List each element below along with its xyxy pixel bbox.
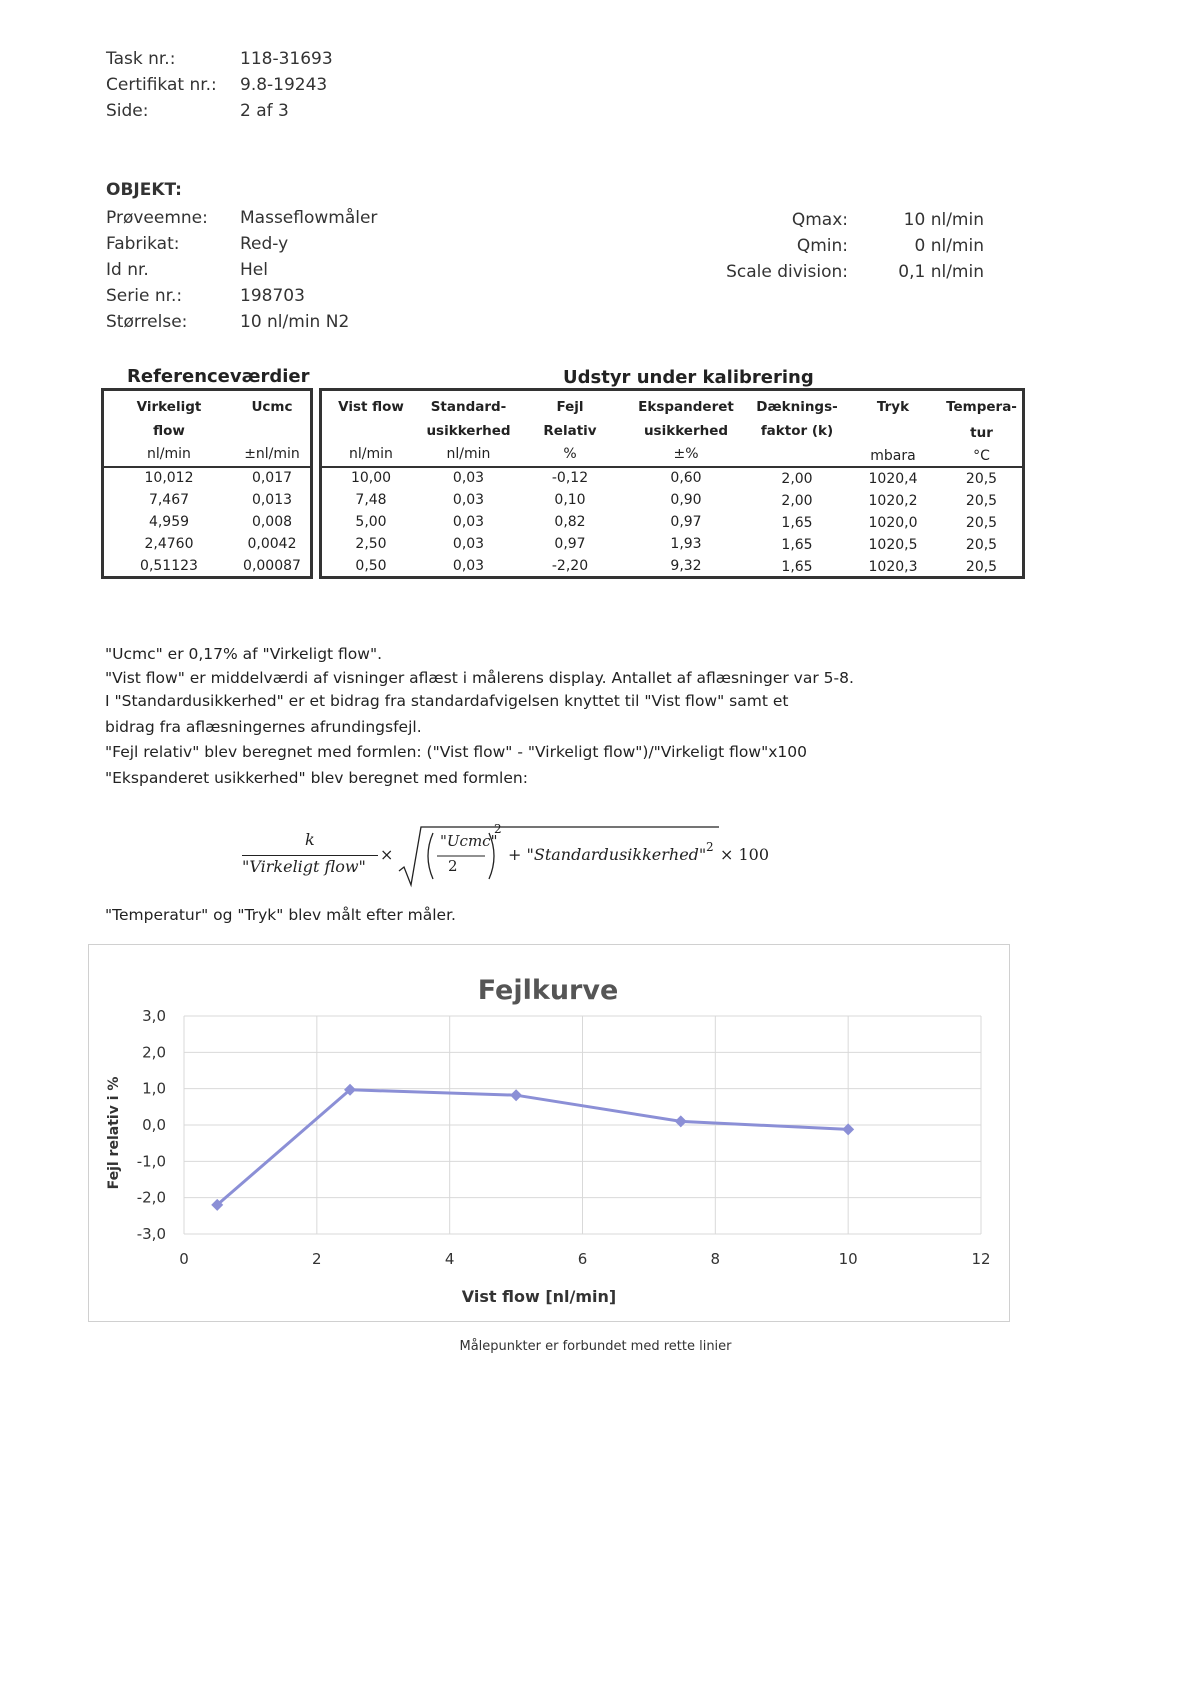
- table-cell: 10,012: [144, 470, 194, 486]
- table-cell: 2,00: [781, 493, 813, 509]
- formula-rest: + "Standardusikkerhed": [508, 845, 707, 864]
- column-header: tur: [970, 425, 993, 441]
- x-tick-label: 0: [179, 1250, 189, 1268]
- chart-grid: [184, 1016, 981, 1234]
- y-tick-label: 2,0: [142, 1043, 166, 1062]
- equipment-table: [319, 388, 1025, 579]
- column-header: usikkerhed: [643, 423, 729, 439]
- table-cell: 10,00: [350, 470, 392, 486]
- table-cell: 1020,2: [868, 493, 918, 509]
- column-header: Ekspanderet: [638, 399, 734, 415]
- note-line: I "Standardusikkerhed" er et bidrag fra standardafvigelsen knyttet til "Vist flow" samt et: [105, 692, 789, 710]
- data-point: [675, 1115, 687, 1127]
- task-label: Task nr.:: [106, 49, 176, 69]
- chart-points: [211, 1084, 854, 1211]
- column-header: Fejl: [556, 399, 584, 415]
- header-divider: [322, 466, 1022, 468]
- table-cell: 0,82: [554, 514, 586, 530]
- table-cell: 0,90: [670, 492, 702, 508]
- chart-ticks: [137, 1007, 991, 1268]
- column-header: Vist flow: [338, 399, 404, 415]
- table-cell: 0,97: [670, 514, 702, 530]
- note-line: "Ekspanderet usikkerhed" blev beregnet med formlen:: [105, 769, 528, 787]
- field-value: 10 nl/min N2: [240, 312, 350, 332]
- table-cell: 0,03: [452, 558, 485, 574]
- column-unit: %: [563, 446, 577, 462]
- error-curve-chart: [88, 944, 1010, 1322]
- y-tick-label: -1,0: [136, 1152, 166, 1171]
- data-point: [510, 1089, 522, 1101]
- chart-footnote: Målepunkter er forbundet med rette linier: [459, 1339, 732, 1354]
- table-cell: 0,03: [452, 470, 485, 486]
- table-cell: 1,65: [781, 559, 813, 575]
- table-cell: 20,5: [965, 471, 998, 487]
- note-line: bidrag fra aflæsningernes afrundingsfejl.: [105, 718, 422, 736]
- column-header: usikkerhed: [426, 423, 511, 439]
- fraction-bar: [242, 855, 378, 856]
- column-unit: mbara: [870, 448, 916, 464]
- note-line: "Ucmc" er 0,17% af "Virkeligt flow".: [105, 645, 383, 663]
- table-cell: 1020,4: [868, 471, 918, 487]
- table-cell: 1,93: [670, 536, 702, 552]
- page-label: Side:: [106, 101, 149, 121]
- table-cell: 0,03: [452, 492, 485, 508]
- column-unit: ±nl/min: [244, 446, 300, 462]
- x-tick-label: 4: [444, 1250, 455, 1268]
- table-cell: 1020,5: [868, 537, 918, 553]
- table-cell: 2,4760: [144, 536, 194, 552]
- column-header: Tryk: [876, 399, 910, 415]
- formula-inner-numerator: "Ucmc": [440, 832, 498, 850]
- table-cell: 0,51123: [140, 558, 198, 574]
- formula-k: k: [305, 830, 315, 849]
- table-cell: 1020,3: [868, 559, 918, 575]
- series-line: [217, 1090, 848, 1205]
- formula-inner-denominator: 2: [448, 857, 458, 875]
- field-label: Id nr.: [106, 260, 149, 280]
- page-number: 2 af 3: [240, 101, 289, 121]
- certificate-label: Certifikat nr.:: [106, 75, 217, 95]
- spec-value: 0,1 nl/min: [898, 262, 984, 282]
- table-cell: 0,10: [554, 492, 586, 508]
- table-cell: 1,65: [781, 515, 813, 531]
- table-cell: 9,32: [670, 558, 702, 574]
- reference-table: [101, 388, 313, 579]
- table-cell: -0,12: [551, 470, 589, 486]
- table-cell: 0,017: [251, 470, 293, 486]
- chart-series: [217, 1090, 848, 1205]
- table-cell: 0,03: [452, 536, 485, 552]
- field-label: Størrelse:: [106, 312, 188, 332]
- spec-value: 0 nl/min: [914, 236, 984, 256]
- field-value: Hel: [240, 260, 268, 280]
- table-cell: 20,5: [965, 559, 998, 575]
- chart-title: Fejlkurve: [477, 975, 619, 1006]
- table-cell: 7,467: [148, 492, 190, 508]
- x-tick-label: 8: [710, 1250, 721, 1268]
- reference-table-title: Referenceværdier: [127, 366, 310, 387]
- spec-label: Qmax:: [791, 210, 848, 230]
- table-cell: 0,50: [355, 558, 387, 574]
- column-header: Dæknings-: [756, 399, 838, 415]
- table-cell: 0,0042: [247, 536, 297, 552]
- x-tick-label: 12: [971, 1250, 991, 1268]
- field-label: Fabrikat:: [106, 234, 180, 254]
- field-value: Red-y: [240, 234, 289, 254]
- column-unit: ±%: [673, 446, 699, 462]
- table-cell: 20,5: [965, 515, 998, 531]
- table-cell: 7,48: [355, 492, 387, 508]
- table-cell: 5,00: [355, 514, 387, 530]
- table-cell: 20,5: [965, 537, 998, 553]
- column-header: Virkeligt: [136, 399, 202, 415]
- formula-times: ×: [380, 845, 394, 864]
- x-tick-label: 2: [312, 1250, 322, 1268]
- column-header: Relativ: [543, 423, 597, 439]
- table-cell: 4,959: [148, 514, 190, 530]
- x-tick-label: 10: [838, 1250, 858, 1268]
- table-cell: 2,50: [355, 536, 387, 552]
- table-cell: 0,013: [251, 492, 293, 508]
- formula-denominator: "Virkeligt flow": [242, 857, 366, 876]
- table-cell: 0,03: [452, 514, 485, 530]
- y-tick-label: 1,0: [142, 1079, 166, 1098]
- temperature-note: "Temperatur" og "Tryk" blev målt efter måler.: [105, 906, 456, 924]
- column-header: Standard-: [430, 399, 507, 415]
- field-value: 198703: [240, 286, 305, 306]
- table-cell: 0,008: [251, 514, 293, 530]
- task-number: 118-31693: [240, 49, 333, 69]
- spec-label: Scale division:: [726, 262, 848, 282]
- field-label: Serie nr.:: [106, 286, 183, 306]
- table-cell: 1,65: [781, 537, 813, 553]
- y-tick-label: -3,0: [136, 1225, 166, 1243]
- column-unit: nl/min: [147, 446, 191, 462]
- formula-tail: × 100: [720, 845, 770, 864]
- spec-value: 10 nl/min: [903, 210, 984, 230]
- x-axis-label: Vist flow [nl/min]: [461, 1287, 617, 1306]
- table-cell: 1020,0: [868, 515, 918, 531]
- formula-rest-power: 2: [706, 840, 714, 854]
- table-cell: 0,00087: [243, 558, 301, 574]
- y-tick-label: 0,0: [142, 1116, 166, 1134]
- x-tick-label: 6: [577, 1250, 588, 1268]
- column-header: Ucmc: [251, 399, 293, 415]
- column-unit: nl/min: [349, 446, 393, 462]
- y-axis-label: Fejl relativ i %: [106, 1076, 122, 1190]
- table-cell: 0,97: [554, 536, 586, 552]
- column-unit: nl/min: [446, 446, 491, 462]
- formula-power: 2: [494, 822, 502, 836]
- header-divider: [104, 466, 310, 468]
- spec-label: Qmin:: [796, 236, 848, 256]
- column-header: flow: [153, 423, 185, 439]
- table-cell: -2,20: [551, 558, 589, 574]
- table-cell: 0,60: [670, 470, 702, 486]
- field-label: Prøveemne:: [106, 208, 208, 228]
- note-line: "Vist flow" er middelværdi af visninger aflæst i målerens display. Antallet af aflæsninger var 5-8.: [105, 669, 854, 687]
- equipment-table-title: Udstyr under kalibrering: [563, 367, 814, 388]
- table-cell: 2,00: [781, 471, 813, 487]
- object-title: OBJEKT:: [106, 180, 182, 200]
- certificate-number: 9.8-19243: [240, 75, 328, 95]
- column-header: Tempera-: [946, 399, 1017, 415]
- y-tick-label: 3,0: [142, 1007, 166, 1025]
- column-unit: °C: [973, 448, 990, 464]
- y-tick-label: -2,0: [136, 1188, 166, 1207]
- column-header: faktor (k): [760, 423, 834, 439]
- field-value: Masseflowmåler: [240, 208, 378, 228]
- table-cell: 20,5: [965, 493, 998, 509]
- note-line: "Fejl relativ" blev beregnet med formlen: ("Vist flow" - "Virkeligt flow")/"Virkeligt flow"x100: [105, 743, 807, 761]
